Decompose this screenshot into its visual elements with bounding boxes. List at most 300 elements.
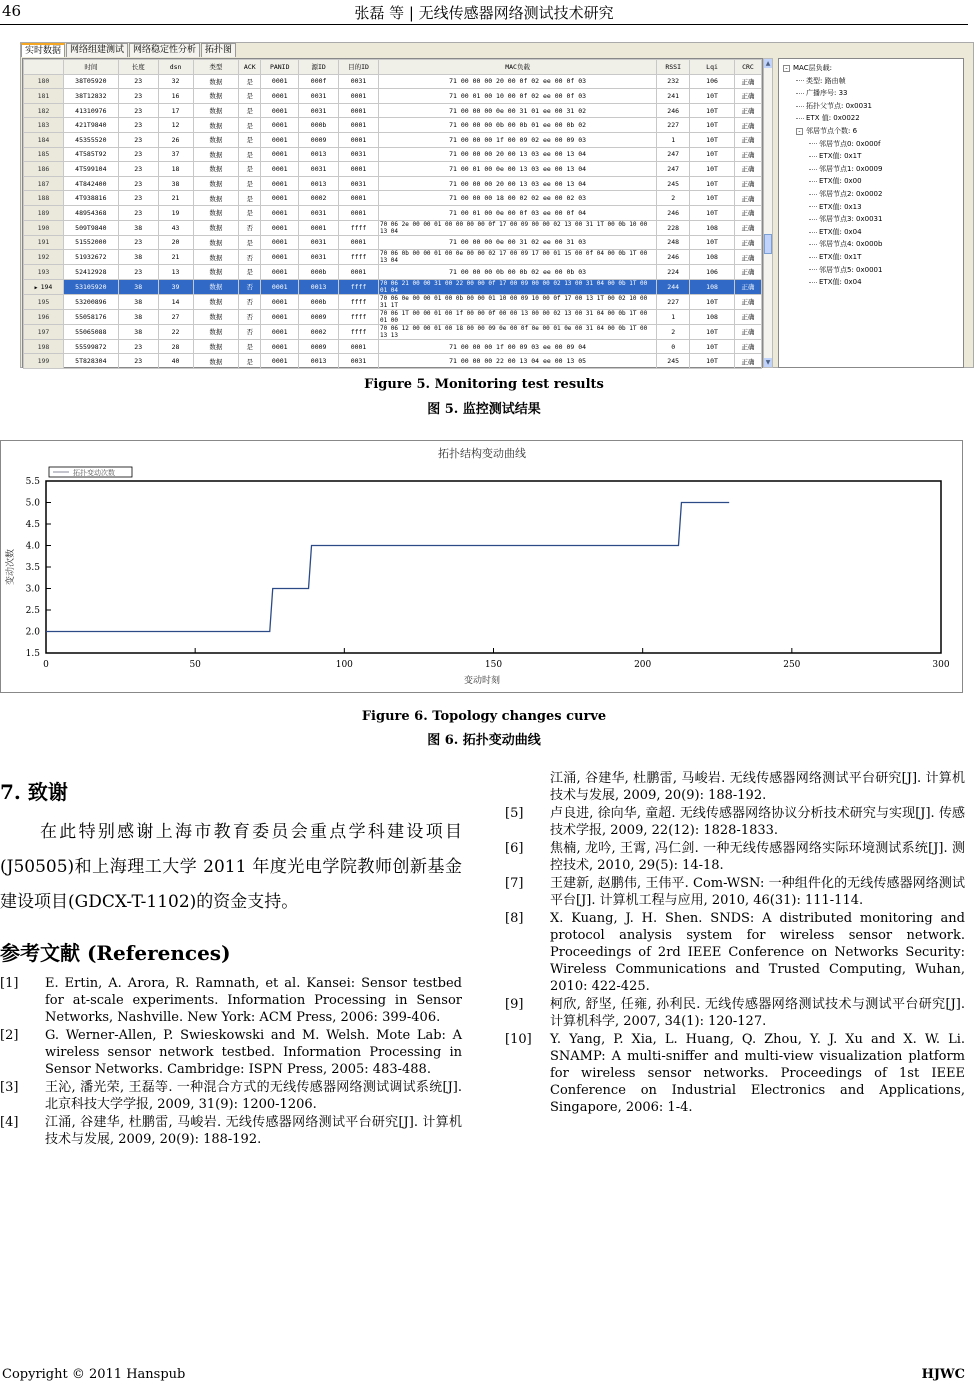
row-header[interactable]: 180	[24, 74, 64, 89]
table-cell: 70 06 2e 00 00 01 00 00 00 00 0f 17 00 09 00 00 02 13 00 31 1T 00 0b 10 00 13 04	[378, 220, 656, 235]
table-cell: 数据	[193, 294, 239, 309]
table-cell: 23	[118, 205, 158, 220]
tab-network-build-test[interactable]: 网络组建测试	[66, 43, 128, 57]
table-cell: 38T05920	[63, 74, 118, 89]
table-cell: 0001	[261, 74, 299, 89]
topology-chart	[0, 440, 963, 693]
table-cell: 37	[158, 147, 193, 162]
row-header[interactable]: 186	[24, 162, 64, 177]
section-heading-ack: 7. 致谢	[0, 780, 68, 804]
table-cell: 0013	[299, 279, 339, 294]
payload-tree	[778, 58, 964, 368]
table-cell: 10T	[690, 162, 735, 177]
figure5-caption-en: Figure 5. Monitoring test results	[364, 377, 604, 392]
table-row[interactable]	[24, 235, 762, 250]
reference-text: Y. Yang, P. Xia, L. Huang, Q. Zhou, Y. J. Xu and X. W. Li. SNAMP: A multi-sniffer and multi-view visualization platform for wireless sensor networks. Proceedings of 1st IEEE Conference on Industrial Electronics and Applications, Singapore, 2006: 1-4.	[550, 1032, 965, 1115]
table-row[interactable]	[24, 191, 762, 206]
reference-number: [5]	[505, 806, 524, 821]
row-header[interactable]: 192	[24, 250, 64, 265]
table-cell: 0001	[261, 205, 299, 220]
tab-network-stability[interactable]: 网络稳定性分析	[129, 43, 200, 57]
column-header[interactable]: Lqi	[690, 60, 735, 75]
tree-node-label: 广播序号: 33	[806, 89, 848, 98]
reference-text: 江涌, 谷建华, 杜鹏雷, 马峻岩. 无线传感器网络测试平台研究[J]. 计算机技术与发展, 2009, 20(9): 188-192.	[45, 1115, 462, 1147]
table-cell: 0001	[339, 132, 379, 147]
tree-node[interactable]	[779, 75, 963, 88]
row-header[interactable]: 196	[24, 309, 64, 324]
row-header[interactable]: 197	[24, 324, 64, 339]
table-cell: 23	[118, 103, 158, 118]
table-cell: 23	[118, 132, 158, 147]
figure6-caption-en: Figure 6. Topology changes curve	[361, 709, 607, 724]
tree-node-label: MAC层负载:	[793, 64, 832, 72]
column-header[interactable]: CRC	[734, 60, 761, 75]
tree-node[interactable]	[779, 163, 963, 176]
tree-node-label: ETX值: 0x04	[819, 278, 862, 287]
row-header[interactable]: 193	[24, 265, 64, 280]
table-cell: 70 06 0b 00 00 01 00 0e 00 00 02 17 00 09 17 00 01 15 00 0f 04 00 0b 1T 00 13 04	[378, 250, 656, 265]
table-row[interactable]	[24, 220, 762, 235]
tree-node-label: 邻居节点0: 0x000f	[819, 139, 881, 148]
table-cell: 39	[158, 279, 193, 294]
table-row[interactable]	[24, 279, 762, 294]
table-row[interactable]	[24, 176, 762, 191]
table-cell: 23	[118, 176, 158, 191]
row-header[interactable]: 187	[24, 176, 64, 191]
table-cell: 23	[118, 235, 158, 250]
table-cell: 70 06 0e 00 00 01 00 0b 00 00 01 10 00 09 10 00 0f 17 00 13 1T 00 02 10 00 31 1T	[378, 294, 656, 309]
table-row[interactable]	[24, 132, 762, 147]
reference-number: [9]	[505, 997, 524, 1012]
table-row[interactable]	[24, 118, 762, 133]
y-tick-label: 3.0	[25, 584, 40, 595]
table-cell: 数据	[193, 279, 239, 294]
table-cell: 51552000	[63, 235, 118, 250]
table-cell: 71 00 00 00 20 00 13 03 ee 00 13 04	[378, 176, 656, 191]
tree-node-label: 类型: 路由帧	[806, 76, 846, 85]
column-header[interactable]: 长度	[118, 60, 158, 75]
row-header[interactable]: 195	[24, 294, 64, 309]
tree-node[interactable]	[779, 100, 963, 113]
figure6-caption-zh: 图 6. 拓扑变动曲线	[427, 733, 541, 748]
table-cell: 71 00 00 00 22 00 13 04 ee 00 13 05	[378, 354, 656, 369]
table-row[interactable]	[24, 294, 762, 309]
table-cell: 106	[690, 265, 735, 280]
reference-number: [3]	[0, 1080, 19, 1095]
x-tick-label: 50	[189, 660, 201, 670]
table-cell: 0001	[261, 132, 299, 147]
tree-node[interactable]	[779, 138, 963, 151]
column-header[interactable]: MAC负载	[378, 60, 656, 75]
table-cell: 41310976	[63, 103, 118, 118]
table-cell: 0013	[299, 176, 339, 191]
table-cell: 38	[118, 324, 158, 339]
table-cell: 224	[657, 265, 690, 280]
reference-text: G. Werner-Allen, P. Swieskowski and M. Welsh. Mote Lab: A wireless sensor network testbed. Information Processing in Sensor Networks. Cambridge: ISPN Press, 2005: 483-488.	[45, 1028, 462, 1077]
table-cell: 0009	[299, 132, 339, 147]
row-header[interactable]: 183	[24, 118, 64, 133]
row-header[interactable]	[24, 279, 64, 294]
table-cell: 0031	[339, 74, 379, 89]
tree-node-label: 邻居节点5: 0x0001	[819, 265, 883, 274]
table-cell: 247	[657, 147, 690, 162]
tree-connector	[809, 194, 817, 195]
table-cell: 4T938816	[63, 191, 118, 206]
table-cell: 241	[657, 89, 690, 104]
table-row[interactable]	[24, 250, 762, 265]
table-cell: 数据	[193, 132, 239, 147]
column-header[interactable]: dsn	[158, 60, 193, 75]
table-cell: 0001	[261, 176, 299, 191]
tree-node-label: 邻居节点个数: 6	[806, 126, 858, 135]
table-cell: 0001	[261, 235, 299, 250]
table-cell: 245	[657, 354, 690, 369]
tree-node[interactable]	[779, 213, 963, 226]
table-cell: 71 00 00 00 0b 00 0b 02 ee 00 0b 03	[378, 265, 656, 280]
table-cell: 108	[690, 220, 735, 235]
x-tick-label: 100	[335, 660, 353, 670]
table-cell: 23	[118, 74, 158, 89]
figure5-caption-zh: 图 5. 监控测试结果	[427, 402, 541, 417]
table-cell: 正确	[734, 324, 761, 339]
column-header[interactable]	[24, 60, 64, 75]
table-cell: 0031	[299, 89, 339, 104]
table-cell: 0001	[261, 162, 299, 177]
table-cell: 是	[239, 191, 261, 206]
table-row[interactable]	[24, 339, 762, 354]
table-cell: 16	[158, 89, 193, 104]
table-cell: 23	[118, 265, 158, 280]
packet-table	[22, 58, 763, 368]
table-cell: 70 06 12 00 00 01 00 18 00 00 09 0e 00 0f 0e 00 01 0e 00 31 04 00 0b 1T 00 13 13	[378, 324, 656, 339]
reference-item	[0, 1079, 462, 1113]
x-tick-label: 0	[43, 660, 49, 670]
table-cell: 0001	[261, 89, 299, 104]
legend-label: 拓扑变动次数	[73, 469, 115, 477]
table-cell: 23	[118, 162, 158, 177]
table-cell: 是	[239, 265, 261, 280]
table-cell: 245	[657, 176, 690, 191]
tree-node-label: ETX值: 0x00	[819, 177, 862, 186]
tree-connector	[809, 244, 817, 245]
table-cell: 246	[657, 103, 690, 118]
table-cell: 0001	[299, 220, 339, 235]
table-cell: ffff	[339, 309, 379, 324]
table-cell: 正确	[734, 279, 761, 294]
table-cell: 0001	[261, 354, 299, 369]
row-header[interactable]: 189	[24, 205, 64, 220]
reference-text: 焦楠, 龙吟, 王霄, 冯仁剑. 一种无线传感器网络实际环境测试系统[J]. 测控技术, 2010, 29(5): 14-18.	[550, 841, 965, 873]
monitoring-app-screenshot	[20, 42, 974, 368]
table-cell: 71 00 01 00 0e 00 13 03 ee 00 13 04	[378, 162, 656, 177]
table-cell: 数据	[193, 176, 239, 191]
table-cell: 28	[158, 339, 193, 354]
table-cell: 是	[239, 74, 261, 89]
reference-item	[0, 1114, 462, 1147]
table-cell: 0031	[339, 147, 379, 162]
tree-connector	[809, 232, 817, 233]
table-cell: 40	[158, 354, 193, 369]
reference-text: 柯欣, 舒坚, 任雍, 孙利民. 无线传感器网络测试技术与测试平台研究[J]. 计算机科学, 2007, 34(1): 120-127.	[550, 997, 965, 1029]
tab-realtime-data[interactable]: 实时数据	[21, 43, 65, 57]
table-cell: 0031	[299, 235, 339, 250]
tree-connector	[809, 282, 817, 283]
table-cell: 正确	[734, 176, 761, 191]
table-cell: 248	[657, 235, 690, 250]
table-cell: 0001	[339, 103, 379, 118]
table-cell: 509T9840	[63, 220, 118, 235]
page-number: 46	[2, 2, 22, 20]
y-tick-label: 4.0	[25, 541, 40, 552]
tree-node[interactable]	[779, 276, 963, 289]
table-cell: 否	[239, 309, 261, 324]
table-cell: 0	[657, 339, 690, 354]
table-cell: 10T	[690, 294, 735, 309]
tree-node[interactable]	[779, 125, 963, 138]
reference-item	[505, 840, 965, 874]
table-cell: 38	[118, 294, 158, 309]
table-cell: 0001	[261, 309, 299, 324]
tree-node-label: 邻居节点4: 0x000b	[819, 240, 883, 249]
table-cell: 0001	[261, 118, 299, 133]
table-cell: 数据	[193, 205, 239, 220]
table-cell: 否	[239, 250, 261, 265]
table-cell: 0001	[261, 279, 299, 294]
reference-number: [2]	[0, 1028, 19, 1043]
table-cell: 是	[239, 118, 261, 133]
tree-connector	[809, 269, 817, 270]
table-cell: 246	[657, 250, 690, 265]
table-cell: 23	[118, 89, 158, 104]
table-cell: 0001	[339, 339, 379, 354]
tree-node-label: 邻居节点3: 0x0031	[819, 215, 883, 224]
table-cell: 12	[158, 118, 193, 133]
tree-node[interactable]	[779, 201, 963, 214]
table-row[interactable]	[24, 354, 762, 369]
table-cell: 421T9840	[63, 118, 118, 133]
table-cell: 22	[158, 324, 193, 339]
table-cell: 23	[118, 339, 158, 354]
table-cell: 0001	[261, 339, 299, 354]
table-row[interactable]	[24, 74, 762, 89]
table-cell: 227	[657, 118, 690, 133]
tree-node[interactable]	[779, 62, 963, 75]
table-cell: 0001	[339, 89, 379, 104]
tree-node[interactable]	[779, 251, 963, 264]
table-cell: 43	[158, 220, 193, 235]
table-cell: 53105920	[63, 279, 118, 294]
collapse-icon[interactable]: -	[783, 65, 790, 72]
running-title: 张磊 等 | 无线传感器网络测试技术研究	[354, 4, 614, 22]
table-cell: 108	[690, 250, 735, 265]
column-header[interactable]: 类型	[193, 60, 239, 75]
table-cell: 0031	[299, 250, 339, 265]
table-cell: 70 06 1T 00 00 01 00 1f 00 00 0f 00 00 13 00 00 02 13 00 31 04 00 0b 1T 00 01 00	[378, 309, 656, 324]
tree-connector	[796, 80, 804, 81]
reference-number: [8]	[505, 911, 524, 926]
footer-copyright: Copyright © 2011 Hanspub	[2, 1367, 186, 1382]
table-cell: 5T828304	[63, 354, 118, 369]
row-header[interactable]: 191	[24, 235, 64, 250]
table-cell: 000b	[299, 294, 339, 309]
tree-node[interactable]	[779, 188, 963, 201]
table-cell: 38	[118, 250, 158, 265]
tree-connector	[809, 169, 817, 170]
table-cell: 000b	[299, 265, 339, 280]
tree-node-label: ETX值: 0x04	[819, 227, 862, 236]
table-cell: 53200896	[63, 294, 118, 309]
table-cell: 70 06 21 00 00 31 00 22 00 00 0f 17 00 09 00 00 02 13 00 31 04 00 0b 1T 00 01 04	[378, 279, 656, 294]
table-cell: 0001	[261, 324, 299, 339]
tree-node-label: 邻居节点1: 0x0009	[819, 164, 883, 173]
table-cell: 21	[158, 250, 193, 265]
table-cell: 23	[118, 118, 158, 133]
table-cell: 10T	[690, 118, 735, 133]
table-cell: 正确	[734, 74, 761, 89]
scrollbar-thumb[interactable]	[764, 234, 772, 254]
table-cell: 否	[239, 279, 261, 294]
table-row[interactable]	[24, 324, 762, 339]
tree-node[interactable]	[779, 226, 963, 239]
tree-node[interactable]	[779, 150, 963, 163]
table-cell: 17	[158, 103, 193, 118]
table-cell: 48954368	[63, 205, 118, 220]
table-cell: 247	[657, 162, 690, 177]
table-cell: 数据	[193, 265, 239, 280]
table-cell: 38	[118, 279, 158, 294]
table-cell: 0001	[339, 191, 379, 206]
row-header[interactable]: 182	[24, 103, 64, 118]
table-row[interactable]	[24, 309, 762, 324]
table-cell: 是	[239, 132, 261, 147]
row-pointer-icon: ▶	[34, 284, 41, 291]
table-cell: 是	[239, 235, 261, 250]
column-header[interactable]: 源ID	[299, 60, 339, 75]
x-axis-label: 变动时刻	[463, 676, 501, 686]
column-header[interactable]: PANID	[261, 60, 299, 75]
table-cell: ffff	[339, 279, 379, 294]
row-header[interactable]: 190	[24, 220, 64, 235]
table-cell: 23	[118, 191, 158, 206]
y-tick-label: 1.5	[25, 649, 40, 659]
scroll-down-icon[interactable]: ▼	[765, 359, 771, 366]
tree-node[interactable]	[779, 87, 963, 100]
reference-item	[505, 875, 965, 909]
table-row[interactable]	[24, 103, 762, 118]
table-cell: 4T585T92	[63, 147, 118, 162]
y-tick-label: 5.5	[25, 477, 40, 487]
tree-connector	[809, 219, 817, 220]
tab-topology[interactable]: 拓扑图	[201, 43, 236, 57]
table-row[interactable]	[24, 265, 762, 280]
y-tick-label: 2.0	[25, 627, 40, 638]
column-header[interactable]: RSSI	[657, 60, 690, 75]
table-cell: ffff	[339, 324, 379, 339]
table-cell: 是	[239, 205, 261, 220]
table-cell: 数据	[193, 191, 239, 206]
reference-item	[0, 1027, 462, 1078]
tree-node[interactable]	[779, 264, 963, 277]
table-cell: 0031	[299, 103, 339, 118]
column-header[interactable]: 目的ID	[339, 60, 379, 75]
row-header[interactable]: 181	[24, 89, 64, 104]
row-header[interactable]: 185	[24, 147, 64, 162]
table-cell: 55058176	[63, 309, 118, 324]
table-cell: 否	[239, 220, 261, 235]
table-cell: 数据	[193, 74, 239, 89]
table-cell: 正确	[734, 265, 761, 280]
table-cell: 0031	[339, 354, 379, 369]
row-header[interactable]: 184	[24, 132, 64, 147]
x-tick-label: 300	[932, 660, 950, 670]
table-cell: 0001	[339, 118, 379, 133]
table-cell: 正确	[734, 235, 761, 250]
tree-connector	[809, 206, 817, 207]
table-cell: 数据	[193, 89, 239, 104]
tree-node-label: ETX值: 0x13	[819, 202, 862, 211]
table-cell: 0013	[299, 354, 339, 369]
row-header[interactable]: 198	[24, 339, 64, 354]
tree-node[interactable]	[779, 238, 963, 251]
row-header[interactable]: 199	[24, 354, 64, 369]
table-row[interactable]	[24, 162, 762, 177]
table-cell: 正确	[734, 103, 761, 118]
table-cell: 0031	[339, 176, 379, 191]
table-cell: 000f	[299, 74, 339, 89]
table-scrollbar[interactable]	[763, 58, 773, 368]
column-header[interactable]: 时间	[63, 60, 118, 75]
table-cell: 244	[657, 279, 690, 294]
table-cell: 0031	[299, 162, 339, 177]
reference-text: E. Ertin, A. Arora, R. Ramnath, et al. Kansei: Sensor testbed for at-scale experiments. Information Processing in Sensor Networks, Nashville. New York: ACM Press, 2006: 399-406.	[45, 976, 462, 1025]
y-tick-label: 3.5	[25, 563, 40, 573]
table-row[interactable]	[24, 147, 762, 162]
row-header[interactable]: 188	[24, 191, 64, 206]
collapse-icon[interactable]: -	[796, 128, 803, 135]
table-cell: 数据	[193, 250, 239, 265]
table-cell: 正确	[734, 132, 761, 147]
table-cell: 106	[690, 74, 735, 89]
tree-node[interactable]	[779, 112, 963, 125]
table-cell: 正确	[734, 309, 761, 324]
table-cell: 4T842400	[63, 176, 118, 191]
table-cell: 正确	[734, 191, 761, 206]
table-cell: 正确	[734, 147, 761, 162]
table-cell: 0009	[299, 339, 339, 354]
table-cell: ffff	[339, 250, 379, 265]
table-cell: 71 00 00 00 18 00 02 02 ee 00 02 03	[378, 191, 656, 206]
scroll-up-icon[interactable]: ▲	[765, 60, 771, 67]
table-cell: 0001	[339, 235, 379, 250]
table-row[interactable]	[24, 89, 762, 104]
reference-text: 王沁, 潘光荣, 王磊等. 一种混合方式的无线传感器网络测试调试系统[J]. 北京科技大学学报, 2009, 31(9): 1200-1206.	[45, 1080, 462, 1112]
tree-node[interactable]	[779, 175, 963, 188]
column-header[interactable]: ACK	[239, 60, 261, 75]
table-cell: 52412928	[63, 265, 118, 280]
table-cell: 228	[657, 220, 690, 235]
table-row[interactable]	[24, 205, 762, 220]
table-cell: 26	[158, 132, 193, 147]
table-cell: 10T	[690, 89, 735, 104]
table-cell: 正确	[734, 294, 761, 309]
tab-bar	[21, 43, 237, 58]
table-cell: 45355520	[63, 132, 118, 147]
tree-connector	[796, 93, 804, 94]
table-cell: 19	[158, 205, 193, 220]
ack-paragraph: 在此特别感谢上海市教育委员会重点学科建设项目(J50505)和上海理工大学 2011 年度光电学院教师创新基金建设项目(GDCX-T-1102)的资金支持。	[0, 822, 462, 912]
table-cell: 4T599104	[63, 162, 118, 177]
table-cell: 51932672	[63, 250, 118, 265]
